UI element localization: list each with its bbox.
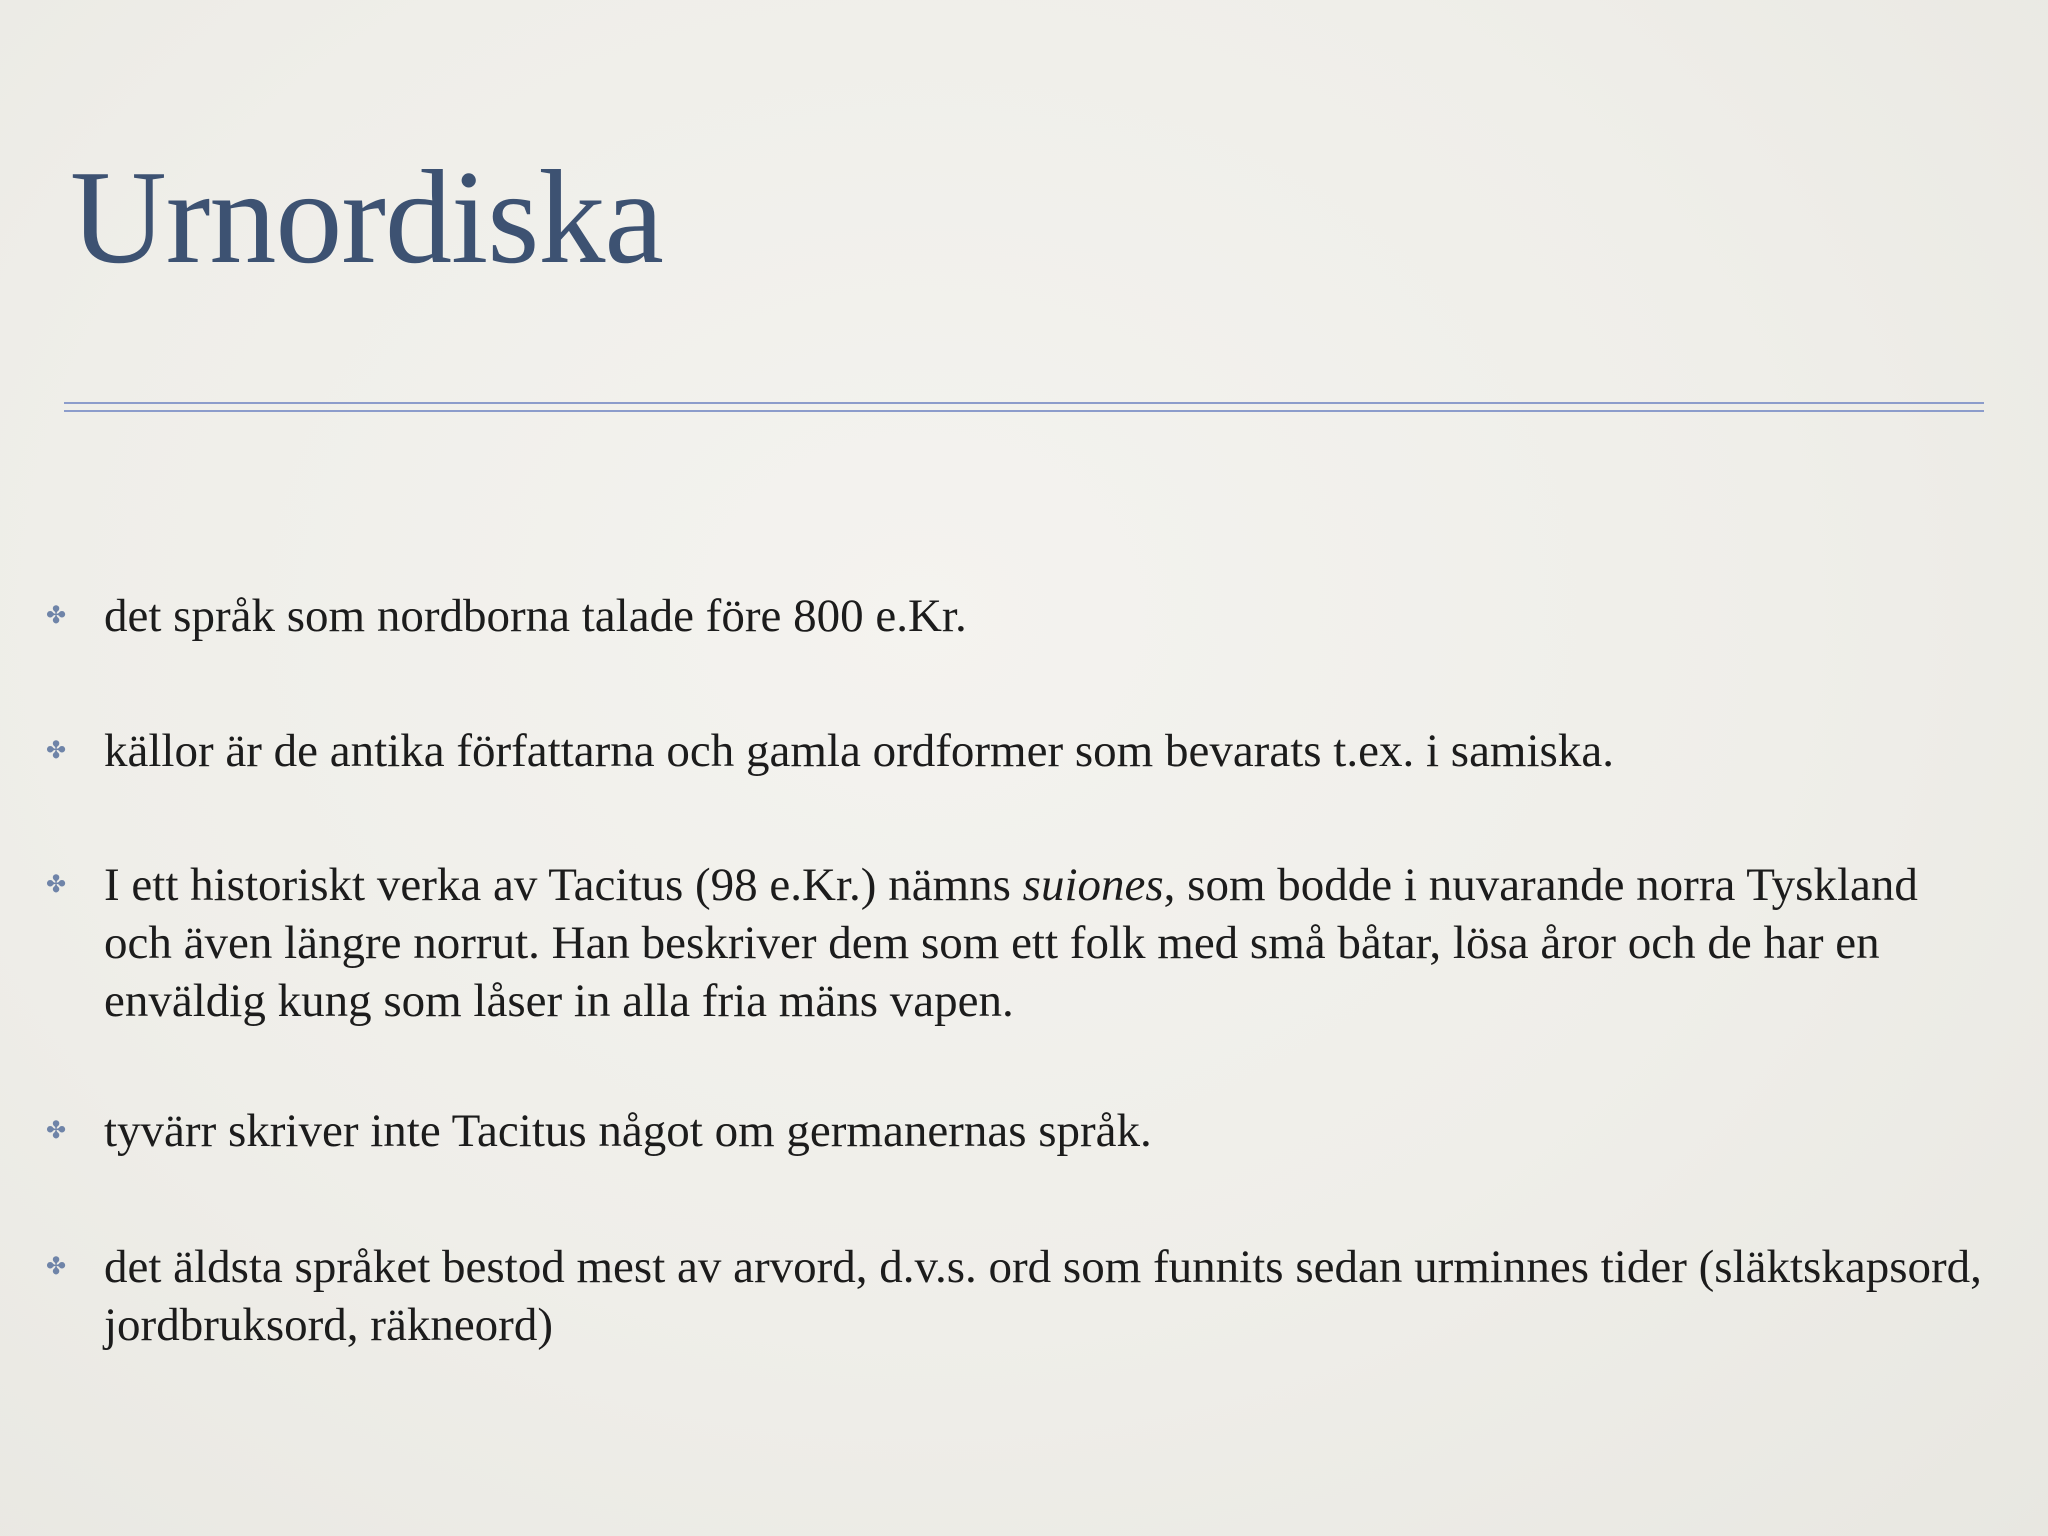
bullet-item [46,856,1984,1030]
bullet-text-after: , som bodde i nuvarande norra Tyskland och även längre norrut. Han beskriver dem som ett folk med små båtar, lösa åror och de har en enväldig kung som låser in alla fria mäns vapen. [104,859,1918,1027]
bullet-marker-icon: ✤ [46,603,67,629]
bullet-text-before: I ett historiskt verka av Tacitus (98 e.Kr.) nämns [104,859,1023,911]
bullet-item [46,1102,1984,1160]
bullet-text: det äldsta språket bestod mest av arvord, d.v.s. ord som funnits sedan urminnes tider (släktskapsord, jordbruksord, räkneord) [104,1241,1982,1351]
bullet-text-italic: suiones [1022,859,1164,911]
bullet-marker-icon: ✤ [46,738,67,764]
bullet-item [46,587,1984,645]
title-divider-bottom [64,410,1984,412]
bullet-marker-icon: ✤ [46,1254,67,1280]
bullet-text: källor är de antika författarna och gamla ordformer som bevarats t.ex. i samiska. [104,725,1614,777]
bullet-text [104,859,1918,1027]
bullet-text: det språk som nordborna talade före 800 e.Kr. [104,590,967,642]
slide-title: Urnordiska [70,143,663,291]
bullet-item [46,722,1984,780]
bullet-marker-icon: ✤ [46,1118,67,1144]
title-divider-top [64,402,1984,404]
bullet-marker-icon: ✤ [46,872,67,898]
bullet-text: tyvärr skriver inte Tacitus något om germanernas språk. [104,1105,1152,1157]
bullet-item [46,1238,1984,1354]
